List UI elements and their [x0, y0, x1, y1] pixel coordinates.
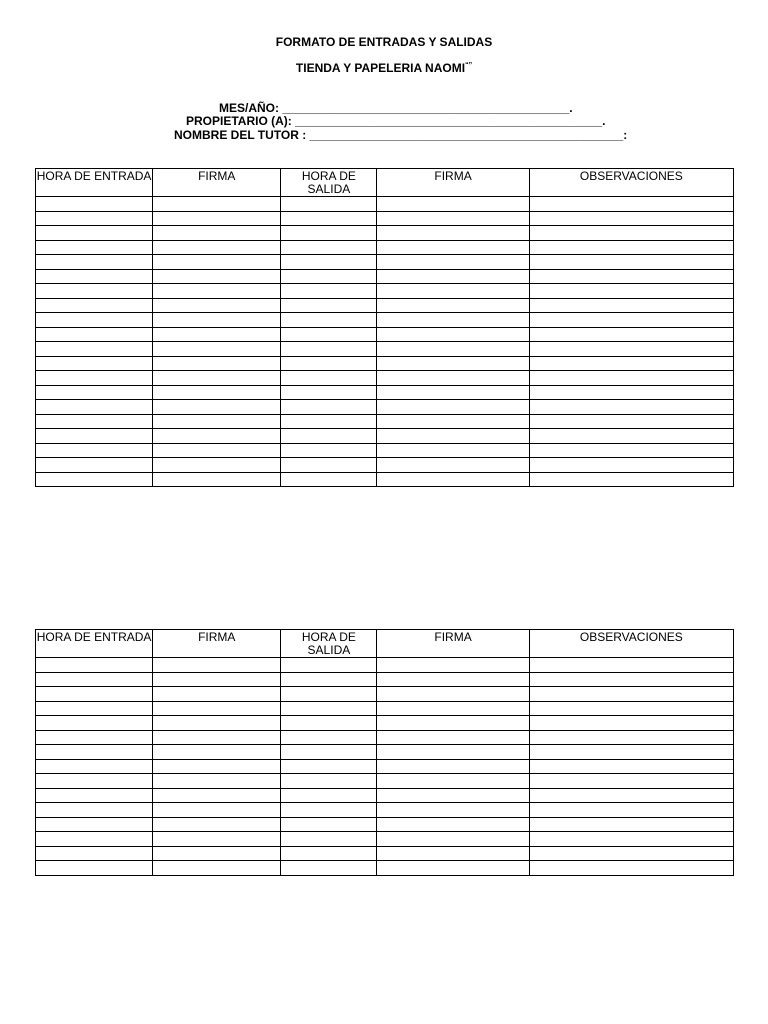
table-row	[36, 429, 734, 444]
table-cell[interactable]	[36, 817, 153, 832]
table-cell[interactable]	[36, 385, 153, 400]
table-cell[interactable]	[377, 298, 529, 313]
table-cell[interactable]	[36, 429, 153, 444]
table-cell[interactable]	[153, 687, 281, 702]
table-cell[interactable]	[377, 443, 529, 458]
table-cell[interactable]	[281, 803, 377, 818]
table-cell[interactable]	[36, 211, 153, 226]
table-cell[interactable]	[153, 211, 281, 226]
table-cell[interactable]	[36, 255, 153, 270]
table-cell[interactable]	[377, 313, 529, 328]
table-cell[interactable]	[36, 458, 153, 473]
table-cell[interactable]	[529, 197, 733, 212]
table-cell[interactable]	[281, 672, 377, 687]
table-cell[interactable]	[377, 284, 529, 299]
column-header-hora-salida: HORA DE SALIDA	[281, 630, 377, 658]
table-cell[interactable]	[281, 197, 377, 212]
table-cell[interactable]	[377, 788, 529, 803]
table-row	[36, 458, 734, 473]
table-row	[36, 327, 734, 342]
table-row	[36, 313, 734, 328]
table-cell[interactable]	[153, 240, 281, 255]
table-cell[interactable]	[281, 371, 377, 386]
table-cell[interactable]	[153, 846, 281, 861]
table-cell[interactable]	[529, 745, 733, 760]
table-cell[interactable]	[36, 313, 153, 328]
table-cell[interactable]	[281, 458, 377, 473]
table-cell[interactable]	[153, 255, 281, 270]
table-cell[interactable]	[529, 356, 733, 371]
table-cell[interactable]	[281, 832, 377, 847]
table-cell[interactable]	[377, 701, 529, 716]
table-cell[interactable]	[281, 429, 377, 444]
table-cell[interactable]	[529, 429, 733, 444]
document-subtitle	[0, 61, 768, 75]
table-cell[interactable]	[36, 371, 153, 386]
table-cell[interactable]	[281, 298, 377, 313]
table-cell[interactable]	[36, 226, 153, 241]
table-cell[interactable]	[153, 269, 281, 284]
subtitle-text: TIENDA Y PAPELERIA NAOMI	[295, 61, 466, 75]
table-cell[interactable]	[529, 255, 733, 270]
table-cell[interactable]	[377, 371, 529, 386]
table-cell[interactable]	[36, 269, 153, 284]
table-row	[36, 400, 734, 415]
table-cell[interactable]	[153, 788, 281, 803]
table-cell[interactable]	[36, 774, 153, 789]
table-row	[36, 443, 734, 458]
table-cell[interactable]	[153, 197, 281, 212]
table-cell[interactable]	[281, 846, 377, 861]
column-header-hora-entrada: HORA DE ENTRADA	[36, 169, 153, 197]
table-cell[interactable]	[153, 701, 281, 716]
column-header-hora-salida: HORA DE SALIDA	[281, 169, 377, 197]
table-cell[interactable]	[153, 385, 281, 400]
table-cell[interactable]	[377, 861, 529, 876]
entry-exit-table-1	[35, 168, 734, 487]
table-row	[36, 803, 734, 818]
table-row	[36, 701, 734, 716]
table-row	[36, 385, 734, 400]
table-cell[interactable]	[153, 313, 281, 328]
field-propietario: PROPIETARIO (A): ______________________________________________.	[186, 114, 606, 128]
subtitle-quote-mark: “”	[465, 62, 473, 69]
table-row	[36, 371, 734, 386]
table-cell[interactable]	[529, 846, 733, 861]
table-cell[interactable]	[36, 197, 153, 212]
entry-exit-table-2	[35, 629, 734, 876]
table-cell[interactable]	[36, 687, 153, 702]
table-cell[interactable]	[153, 716, 281, 731]
table-cell[interactable]	[529, 385, 733, 400]
table-cell[interactable]	[153, 832, 281, 847]
table-cell[interactable]	[281, 400, 377, 415]
table-row	[36, 672, 734, 687]
table-cell[interactable]	[36, 342, 153, 357]
table-cell[interactable]	[377, 226, 529, 241]
table-cell[interactable]	[281, 269, 377, 284]
table-cell[interactable]	[377, 327, 529, 342]
table-row	[36, 414, 734, 429]
table-row	[36, 745, 734, 760]
table-row	[36, 861, 734, 876]
table-row	[36, 832, 734, 847]
table-cell[interactable]	[529, 803, 733, 818]
table-cell[interactable]	[529, 861, 733, 876]
table-cell[interactable]	[377, 385, 529, 400]
table-cell[interactable]	[377, 774, 529, 789]
table-cell[interactable]	[529, 443, 733, 458]
table-cell[interactable]	[529, 211, 733, 226]
table-cell[interactable]	[153, 356, 281, 371]
column-header-observaciones: OBSERVACIONES	[529, 169, 733, 197]
table-cell[interactable]	[529, 284, 733, 299]
table-cell[interactable]	[281, 658, 377, 673]
table-cell[interactable]	[377, 269, 529, 284]
table-cell[interactable]	[153, 284, 281, 299]
column-header-firma-salida: FIRMA	[377, 169, 529, 197]
table-cell[interactable]	[36, 716, 153, 731]
table-cell[interactable]	[36, 356, 153, 371]
table-cell[interactable]	[529, 701, 733, 716]
table-cell[interactable]	[153, 803, 281, 818]
table-cell[interactable]	[377, 429, 529, 444]
table-cell[interactable]	[36, 861, 153, 876]
table-cell[interactable]	[281, 240, 377, 255]
table-cell[interactable]	[153, 298, 281, 313]
table-body	[36, 197, 734, 487]
table-cell[interactable]	[529, 414, 733, 429]
table-cell[interactable]	[377, 817, 529, 832]
table-row	[36, 658, 734, 673]
table-cell[interactable]	[281, 774, 377, 789]
table-cell[interactable]	[281, 817, 377, 832]
table-cell[interactable]	[36, 298, 153, 313]
table-cell[interactable]	[377, 240, 529, 255]
table-cell[interactable]	[281, 788, 377, 803]
table-cell[interactable]	[281, 730, 377, 745]
table-cell[interactable]	[36, 658, 153, 673]
table-cell[interactable]	[281, 443, 377, 458]
table-cell[interactable]	[36, 745, 153, 760]
table-cell[interactable]	[529, 342, 733, 357]
table-cell[interactable]	[36, 846, 153, 861]
table-cell[interactable]	[281, 861, 377, 876]
table-row	[36, 269, 734, 284]
table-cell[interactable]	[529, 458, 733, 473]
table-cell[interactable]	[36, 284, 153, 299]
table-row	[36, 356, 734, 371]
table-cell[interactable]	[153, 759, 281, 774]
table-cell[interactable]	[153, 458, 281, 473]
table-cell[interactable]	[377, 672, 529, 687]
table-cell[interactable]	[153, 672, 281, 687]
table-row	[36, 774, 734, 789]
table-cell[interactable]	[377, 211, 529, 226]
table-cell[interactable]	[529, 788, 733, 803]
table-cell[interactable]	[281, 284, 377, 299]
table-cell[interactable]	[529, 298, 733, 313]
table-cell[interactable]	[281, 716, 377, 731]
table-cell[interactable]	[36, 803, 153, 818]
table-cell[interactable]	[529, 269, 733, 284]
table-row	[36, 298, 734, 313]
table-cell[interactable]	[281, 472, 377, 487]
table-cell[interactable]	[529, 730, 733, 745]
table-row	[36, 255, 734, 270]
table-cell[interactable]	[281, 211, 377, 226]
table-cell[interactable]	[153, 774, 281, 789]
table-cell[interactable]	[529, 774, 733, 789]
table-cell[interactable]	[281, 701, 377, 716]
table-cell[interactable]	[153, 400, 281, 415]
table-cell[interactable]	[529, 759, 733, 774]
column-header-hora-entrada: HORA DE ENTRADA	[36, 630, 153, 658]
table-row	[36, 284, 734, 299]
table-cell[interactable]	[377, 658, 529, 673]
table-cell[interactable]	[529, 313, 733, 328]
table-cell[interactable]	[377, 759, 529, 774]
table-cell[interactable]	[153, 371, 281, 386]
table-cell[interactable]	[377, 687, 529, 702]
table-row	[36, 846, 734, 861]
table-cell[interactable]	[36, 788, 153, 803]
table-cell[interactable]	[377, 745, 529, 760]
table-row	[36, 240, 734, 255]
table-cell[interactable]	[281, 745, 377, 760]
table-cell[interactable]	[281, 356, 377, 371]
table-row	[36, 730, 734, 745]
table-row	[36, 342, 734, 357]
table-cell[interactable]	[153, 327, 281, 342]
table-cell[interactable]	[153, 658, 281, 673]
table-cell[interactable]	[153, 429, 281, 444]
table-cell[interactable]	[529, 817, 733, 832]
table-row	[36, 226, 734, 241]
table-cell[interactable]	[281, 385, 377, 400]
table-cell[interactable]	[153, 745, 281, 760]
table-cell[interactable]	[377, 472, 529, 487]
table-row	[36, 687, 734, 702]
table-row	[36, 211, 734, 226]
table-cell[interactable]	[377, 414, 529, 429]
table-cell[interactable]	[153, 414, 281, 429]
table-body	[36, 658, 734, 876]
table-cell[interactable]	[377, 255, 529, 270]
table-cell[interactable]	[377, 458, 529, 473]
table-cell[interactable]	[529, 716, 733, 731]
table-cell[interactable]	[377, 197, 529, 212]
table-cell[interactable]	[377, 730, 529, 745]
table-cell[interactable]	[377, 846, 529, 861]
table-cell[interactable]	[281, 313, 377, 328]
table-cell[interactable]	[377, 356, 529, 371]
table-cell[interactable]	[281, 687, 377, 702]
table-cell[interactable]	[529, 371, 733, 386]
table-cell[interactable]	[36, 672, 153, 687]
table-cell[interactable]	[377, 716, 529, 731]
table-cell[interactable]	[36, 832, 153, 847]
table-cell[interactable]	[281, 327, 377, 342]
table-cell[interactable]	[153, 443, 281, 458]
field-mes-ano: MES/AÑO: ___________________________________________.	[219, 101, 573, 115]
table-cell[interactable]	[529, 672, 733, 687]
table-cell[interactable]	[153, 226, 281, 241]
table-cell[interactable]	[281, 226, 377, 241]
table-cell[interactable]	[36, 400, 153, 415]
table-cell[interactable]	[281, 342, 377, 357]
table-cell[interactable]	[36, 414, 153, 429]
table-cell[interactable]	[529, 472, 733, 487]
table-cell[interactable]	[281, 414, 377, 429]
table-cell[interactable]	[281, 759, 377, 774]
table-cell[interactable]	[36, 327, 153, 342]
table-cell[interactable]	[529, 327, 733, 342]
table-row	[36, 472, 734, 487]
table-cell[interactable]	[377, 342, 529, 357]
table-cell[interactable]	[529, 687, 733, 702]
table-header-row	[36, 630, 734, 658]
table-row	[36, 197, 734, 212]
table-cell[interactable]	[281, 255, 377, 270]
column-header-firma-entrada: FIRMA	[153, 169, 281, 197]
table-cell[interactable]	[36, 443, 153, 458]
table-cell[interactable]	[377, 832, 529, 847]
table-cell[interactable]	[377, 400, 529, 415]
table-cell[interactable]	[529, 400, 733, 415]
table-cell[interactable]	[529, 240, 733, 255]
column-header-firma-salida: FIRMA	[377, 630, 529, 658]
column-header-observaciones: OBSERVACIONES	[529, 630, 733, 658]
field-nombre-tutor: NOMBRE DEL TUTOR : _______________________________________________:	[174, 128, 628, 142]
document-title: FORMATO DE ENTRADAS Y SALIDAS	[275, 35, 493, 49]
table-cell[interactable]	[529, 226, 733, 241]
table-cell[interactable]	[377, 803, 529, 818]
table-row	[36, 817, 734, 832]
table-cell[interactable]	[153, 817, 281, 832]
table-cell[interactable]	[153, 730, 281, 745]
table-cell[interactable]	[153, 342, 281, 357]
table-cell[interactable]	[36, 730, 153, 745]
table-cell[interactable]	[529, 832, 733, 847]
table-cell[interactable]	[36, 759, 153, 774]
column-header-firma-entrada: FIRMA	[153, 630, 281, 658]
table-row	[36, 788, 734, 803]
table-cell[interactable]	[153, 472, 281, 487]
table-row	[36, 716, 734, 731]
table-cell[interactable]	[36, 701, 153, 716]
table-cell[interactable]	[36, 472, 153, 487]
table-cell[interactable]	[153, 861, 281, 876]
table-row	[36, 759, 734, 774]
table-cell[interactable]	[36, 240, 153, 255]
table-header-row	[36, 169, 734, 197]
table-cell[interactable]	[529, 658, 733, 673]
